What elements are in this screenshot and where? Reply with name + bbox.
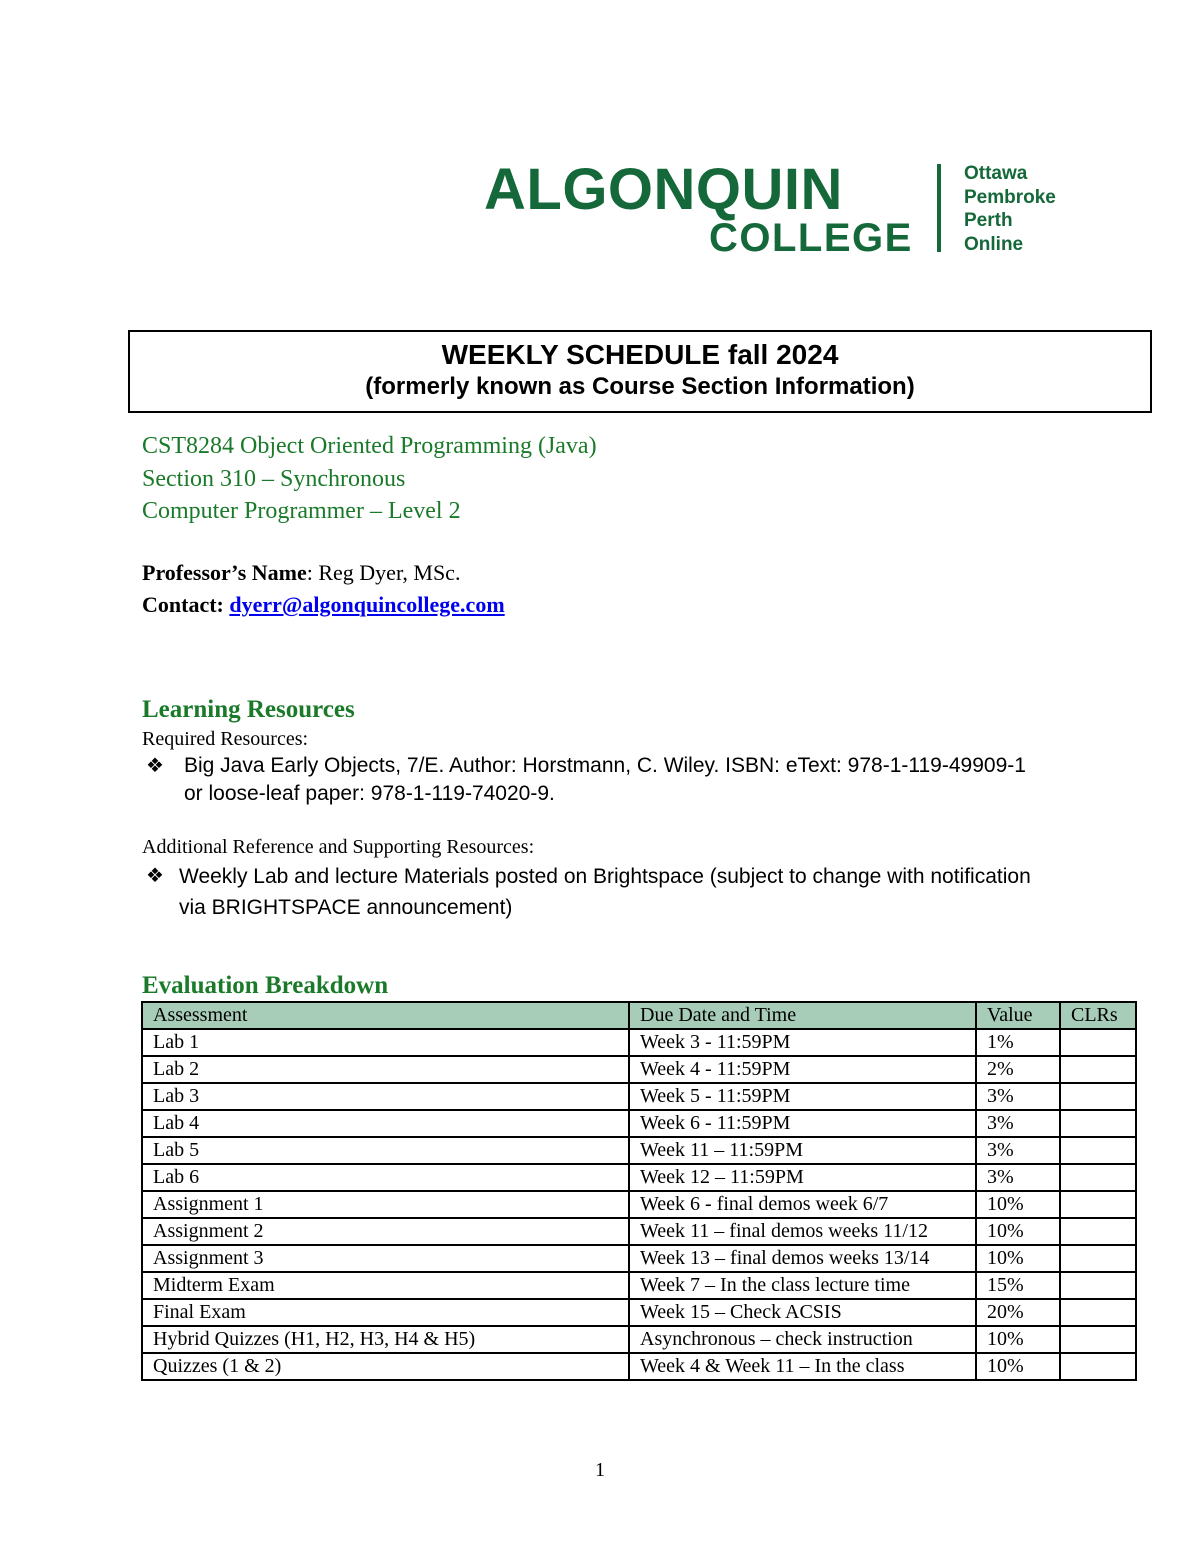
clrs-cell (1060, 1272, 1136, 1299)
clrs-cell (1060, 1137, 1136, 1164)
required-resources-label: Required Resources: (142, 728, 309, 750)
due-date-cell: Asynchronous – check instruction (629, 1326, 976, 1353)
assessment-cell: Lab 2 (142, 1056, 629, 1083)
value-cell: 3% (976, 1110, 1060, 1137)
clrs-cell (1060, 1299, 1136, 1326)
due-date-cell: Week 5 - 11:59PM (629, 1083, 976, 1110)
due-date-cell: Week 7 – In the class lecture time (629, 1272, 976, 1299)
additional-resource-line: Weekly Lab and lecture Materials posted on Brightspace (subject to change with notification (179, 865, 1031, 888)
assessment-cell: Quizzes (1 & 2) (142, 1353, 629, 1380)
professor-name-label: Professor’s Name (142, 560, 307, 585)
column-header: Assessment (142, 1002, 629, 1029)
due-date-cell: Week 11 – 11:59PM (629, 1137, 976, 1164)
value-cell: 10% (976, 1326, 1060, 1353)
table-row (142, 1191, 1136, 1218)
clrs-cell (1060, 1326, 1136, 1353)
contact-line (142, 589, 505, 621)
page-number: 1 (595, 1459, 605, 1481)
required-resource-line: Big Java Early Objects, 7/E. Author: Horstmann, C. Wiley. ISBN: eText: 978-1-119-49909-1 (184, 754, 1026, 777)
additional-resource-item (179, 861, 1031, 923)
due-date-cell: Week 3 - 11:59PM (629, 1029, 976, 1056)
diamond-bullet-icon: ❖ (146, 865, 164, 887)
additional-resources-label: Additional Reference and Supporting Resources: (142, 836, 535, 858)
evaluation-heading: Evaluation Breakdown (142, 972, 389, 999)
table-row (142, 1326, 1136, 1353)
due-date-cell: Week 6 - 11:59PM (629, 1110, 976, 1137)
table-row (142, 1056, 1136, 1083)
logo-name: ALGONQUIN (484, 157, 843, 222)
value-cell: 2% (976, 1056, 1060, 1083)
assessment-cell: Assignment 2 (142, 1218, 629, 1245)
value-cell: 10% (976, 1218, 1060, 1245)
due-date-cell: Week 4 & Week 11 – In the class (629, 1353, 976, 1380)
evaluation-table (141, 1001, 1137, 1381)
clrs-cell (1060, 1083, 1136, 1110)
assessment-cell: Lab 6 (142, 1164, 629, 1191)
assessment-cell: Assignment 3 (142, 1245, 629, 1272)
due-date-cell: Week 4 - 11:59PM (629, 1056, 976, 1083)
due-date-cell: Week 12 – 11:59PM (629, 1164, 976, 1191)
course-code-name: CST8284 Object Oriented Programming (Java) (142, 433, 597, 459)
clrs-cell (1060, 1353, 1136, 1380)
value-cell: 10% (976, 1191, 1060, 1218)
professor-name-line (142, 557, 505, 589)
assessment-cell: Hybrid Quizzes (H1, H2, H3, H4 & H5) (142, 1326, 629, 1353)
table-header-row (142, 1002, 1136, 1029)
professor-name-value: : Reg Dyer, MSc. (306, 560, 461, 585)
value-cell: 15% (976, 1272, 1060, 1299)
clrs-cell (1060, 1164, 1136, 1191)
diamond-bullet-icon: ❖ (146, 755, 164, 777)
value-cell: 10% (976, 1245, 1060, 1272)
column-header: Value (976, 1002, 1060, 1029)
value-cell: 20% (976, 1299, 1060, 1326)
logo-college: COLLEGE (709, 216, 913, 260)
assessment-cell: Midterm Exam (142, 1272, 629, 1299)
course-section: Section 310 – Synchronous (142, 465, 406, 492)
column-header: Due Date and Time (629, 1002, 976, 1029)
due-date-cell: Week 13 – final demos weeks 13/14 (629, 1245, 976, 1272)
assessment-cell: Lab 3 (142, 1083, 629, 1110)
assessment-cell: Lab 1 (142, 1029, 629, 1056)
value-cell: 3% (976, 1137, 1060, 1164)
title-box (128, 330, 1152, 413)
assessment-cell: Final Exam (142, 1299, 629, 1326)
table-row (142, 1218, 1136, 1245)
column-header: CLRs (1060, 1002, 1136, 1029)
assessment-cell: Lab 4 (142, 1110, 629, 1137)
table-row (142, 1083, 1136, 1110)
document-subtitle: (formerly known as Course Section Information) (365, 373, 915, 400)
table-row (142, 1353, 1136, 1380)
due-date-cell: Week 15 – Check ACSIS (629, 1299, 976, 1326)
logo-campus: Pembroke (964, 186, 1056, 208)
logo-campus: Perth (964, 210, 1013, 231)
contact-label: Contact: (142, 592, 224, 617)
logo-divider (937, 164, 941, 252)
course-info (142, 430, 597, 528)
clrs-cell (1060, 1029, 1136, 1056)
clrs-cell (1060, 1245, 1136, 1272)
clrs-cell (1060, 1056, 1136, 1083)
evaluation-table-body (142, 1029, 1136, 1380)
document-title: WEEKLY SCHEDULE fall 2024 (441, 339, 839, 370)
required-resource-line: or loose-leaf paper: 978-1-119-74020-9. (184, 782, 555, 805)
learning-resources-heading: Learning Resources (142, 696, 355, 723)
table-row (142, 1029, 1136, 1056)
professor-info (142, 557, 505, 621)
table-row (142, 1245, 1136, 1272)
course-program: Computer Programmer – Level 2 (142, 498, 461, 524)
additional-resource-line: via BRIGHTSPACE announcement) (179, 896, 513, 919)
value-cell: 3% (976, 1083, 1060, 1110)
clrs-cell (1060, 1110, 1136, 1137)
college-logo (484, 158, 1084, 258)
due-date-cell: Week 6 - final demos week 6/7 (629, 1191, 976, 1218)
logo-campus: Online (964, 233, 1024, 255)
required-resource-item (184, 752, 1026, 808)
table-row (142, 1137, 1136, 1164)
table-row (142, 1164, 1136, 1191)
logo-campus-list (964, 162, 1056, 256)
value-cell: 3% (976, 1164, 1060, 1191)
value-cell: 10% (976, 1353, 1060, 1380)
table-row (142, 1110, 1136, 1137)
table-row (142, 1272, 1136, 1299)
value-cell: 1% (976, 1029, 1060, 1056)
clrs-cell (1060, 1218, 1136, 1245)
due-date-cell: Week 11 – final demos weeks 11/12 (629, 1218, 976, 1245)
table-row (142, 1299, 1136, 1326)
assessment-cell: Assignment 1 (142, 1191, 629, 1218)
logo-campus: Ottawa (964, 163, 1028, 184)
professor-email-link[interactable]: dyerr@algonquincollege.com (229, 592, 505, 617)
assessment-cell: Lab 5 (142, 1137, 629, 1164)
clrs-cell (1060, 1191, 1136, 1218)
